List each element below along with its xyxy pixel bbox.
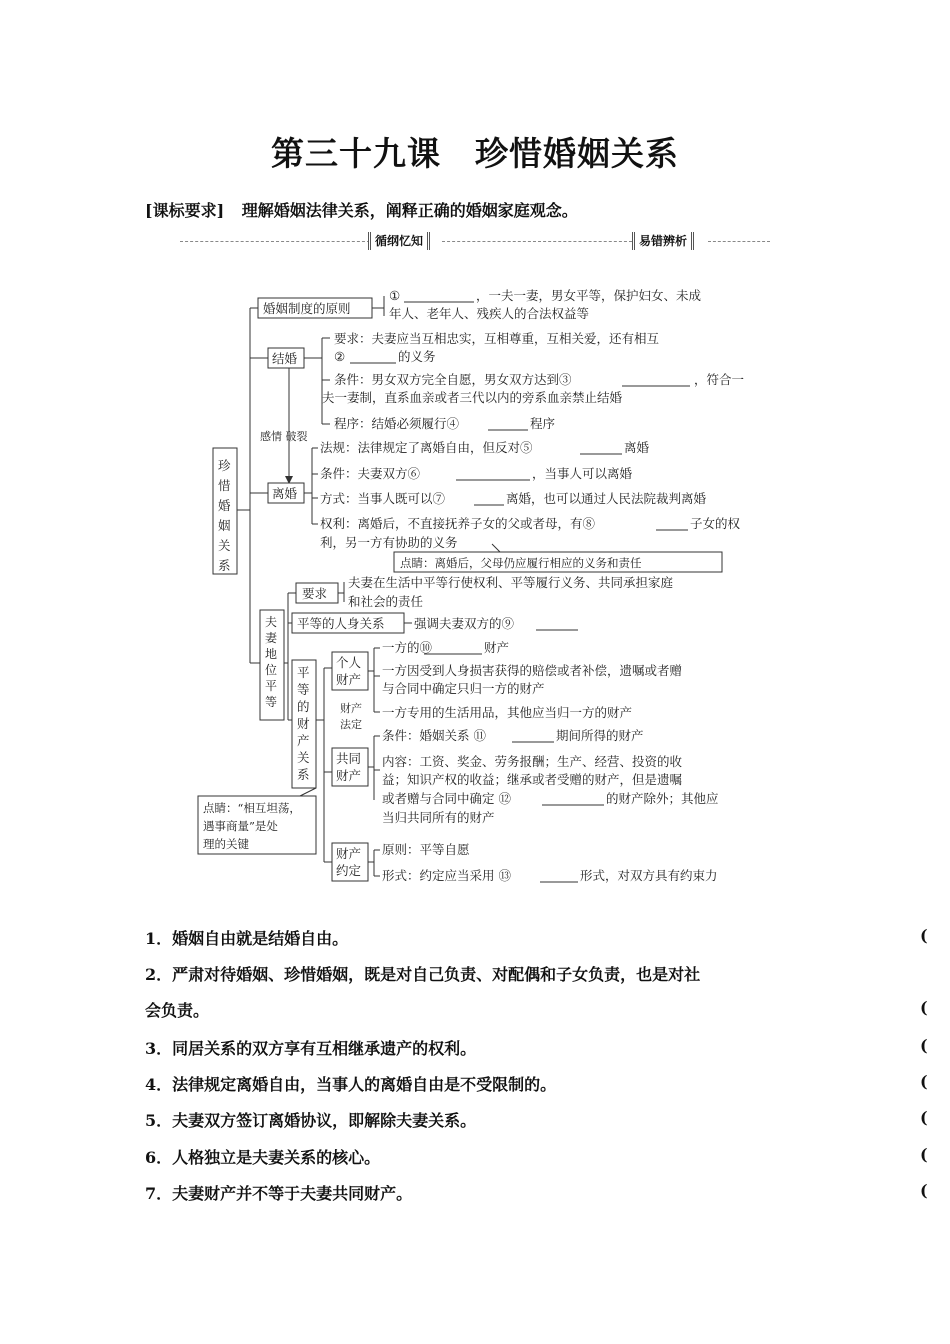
agreed-form: 形式：约定应当采用 ⑬ <box>382 868 511 883</box>
joint-cond-b: 期间所得的财产 <box>556 728 644 743</box>
ind-1: 一方的⑩ <box>382 640 433 655</box>
tip-line-1: 点睛：“相互坦荡， <box>203 801 301 815</box>
question-5: 5．夫妻双方签订离婚协议，即解除夫妻关系。 <box>145 1111 477 1130</box>
joint-2: 财产 <box>336 768 362 783</box>
equality-req-1: 夫妻在生活中平等行使权利、平等履行义务、共同承担家庭 <box>348 575 674 590</box>
root-char-4: 姻 <box>218 518 231 533</box>
section-error-label: 易错辨析 <box>632 232 694 250</box>
ind-1b: 财产 <box>484 640 510 655</box>
equality-char-6: 等 <box>265 695 278 709</box>
marriage-proc: 程序：结婚必须履行④ <box>334 416 460 431</box>
root-char-6: 系 <box>218 558 231 573</box>
personal-label: 平等的人身关系 <box>297 616 385 631</box>
agreed-2: 约定 <box>336 863 362 878</box>
divorce-label: 离婚 <box>272 486 298 501</box>
tip-line-3: 理的关键 <box>203 837 249 851</box>
root-char-1: 珍 <box>218 458 231 473</box>
answer-paren-6[interactable]: ( <box>920 1145 928 1164</box>
principle-line2: 年人、老年人、残疾人的合法权益等 <box>389 306 590 321</box>
marriage-req-1: 要求：夫妻应当互相忠实，互相尊重，互相关爱，还有相互 <box>334 331 660 346</box>
property-char-7: 系 <box>297 767 310 782</box>
divorce-law: 法规：法律规定了离婚自由，但反对⑤ <box>320 440 533 455</box>
question-6: 6．人格独立是夫妻关系的核心。 <box>145 1148 381 1167</box>
divorce-rights-2: 利，另一方有协助的义务 <box>320 535 458 550</box>
question-7: 7．夫妻财产并不等于夫妻共同财产。 <box>145 1184 413 1203</box>
marriage-req-2: 的义务 <box>398 349 436 364</box>
agreed-principle: 原则：平等自愿 <box>382 842 470 857</box>
marriage-label: 结婚 <box>272 351 298 366</box>
individual-1: 个人 <box>336 655 362 670</box>
equality-char-5: 平 <box>265 679 278 693</box>
marriage-cond-1: 条件：男女双方完全自愿，男女双方达到③ <box>334 372 572 387</box>
agreed-1: 财产 <box>336 846 362 861</box>
section-review-label: 循纲忆知 <box>368 232 430 250</box>
answer-paren-5[interactable]: ( <box>920 1108 928 1127</box>
equality-char-4: 位 <box>265 663 278 677</box>
root-char-2: 惜 <box>218 478 231 493</box>
marriage-req-num: ② <box>334 349 346 364</box>
equality-char-1: 夫 <box>265 615 278 629</box>
answer-paren-7[interactable]: ( <box>920 1181 928 1200</box>
joint-c4: 当归共同所有的财产 <box>382 810 495 825</box>
answer-paren-4[interactable]: ( <box>920 1072 928 1091</box>
legal-label-1: 财产 <box>340 702 362 715</box>
joint-c3: 或者赠与合同中确定 ⑫ <box>382 791 511 806</box>
answer-paren-3[interactable]: ( <box>920 1036 928 1055</box>
joint-1: 共同 <box>336 751 362 766</box>
principle-label: 婚姻制度的原则 <box>263 301 351 316</box>
ind-2b: 与合同中确定只归一方的财产 <box>382 681 545 696</box>
divorce-law-b: 离婚 <box>624 440 650 455</box>
page-title: 第三十九课 珍惜婚姻关系 <box>271 134 679 173</box>
principle-num: ① <box>389 288 401 303</box>
ind-3: 一方专用的生活用品，其他应当归一方的财产 <box>382 705 633 720</box>
joint-cond: 条件：婚姻关系 ⑪ <box>382 728 486 743</box>
question-3: 3．同居关系的双方享有互相继承遗产的权利。 <box>145 1039 477 1058</box>
equality-char-2: 妻 <box>265 631 278 645</box>
joint-c1: 内容：工资、奖金、劳务报酬；生产、经营、投资的收 <box>382 754 683 769</box>
marriage-proc-b: 程序 <box>530 416 556 431</box>
divorce-tip: 点睛：离婚后，父母仍应履行相应的义务和责任 <box>400 556 642 570</box>
root-char-3: 婚 <box>218 498 231 513</box>
marriage-cond-1b: ，符合一 <box>694 372 745 387</box>
question-2: 2．严肃对待婚姻、珍惜婚姻，既是对自己负责、对配偶和子女负责，也是对社 <box>145 965 701 984</box>
property-char-3: 的 <box>297 699 310 714</box>
equality-req-label: 要求 <box>302 586 328 601</box>
legal-label-2: 法定 <box>340 718 362 731</box>
property-char-1: 平 <box>297 665 310 680</box>
answer-paren-1[interactable]: ( <box>920 926 928 945</box>
individual-2: 财产 <box>336 672 362 687</box>
answer-paren-2[interactable]: ( <box>920 998 928 1017</box>
divorce-cond-b: ，当事人可以离婚 <box>532 466 633 481</box>
root-char-5: 关 <box>218 538 231 553</box>
requirement-tag: [课标要求] <box>145 201 225 220</box>
joint-c3b: 的财产除外；其他应 <box>606 791 719 806</box>
question-2-cont: 会负责。 <box>145 1001 210 1020</box>
agreed-form-b: 形式，对双方具有约束力 <box>580 868 718 883</box>
property-char-5: 产 <box>297 733 310 748</box>
divorce-rights-1: 权利：离婚后，不直接抚养子女的父或者母，有⑧ <box>320 516 596 531</box>
equality-char-3: 地 <box>265 647 278 661</box>
marriage-cond-2: 夫一妻制，直系血亲或者三代以内的旁系血亲禁止结婚 <box>322 390 623 405</box>
tip-line-2: 遇事商量”是处 <box>203 819 278 833</box>
requirement-text: 理解婚姻法律关系，阐释正确的婚姻家庭观念。 <box>241 201 578 220</box>
question-1: 1．婚姻自由就是结婚自由。 <box>145 929 349 948</box>
property-char-6: 关 <box>297 750 310 765</box>
break-label: 感情 破裂 <box>260 430 308 443</box>
property-char-2: 等 <box>297 682 310 697</box>
divorce-method-b: 离婚，也可以通过人民法院裁判离婚 <box>506 491 707 506</box>
divorce-method: 方式：当事人既可以⑦ <box>320 491 446 506</box>
principle-line1: ，一夫一妻，男女平等，保护妇女、未成 <box>476 288 702 303</box>
divorce-cond: 条件：夫妻双方⑥ <box>320 466 421 481</box>
divorce-rights-1b: 子女的权 <box>690 516 741 531</box>
question-4: 4．法律规定离婚自由，当事人的离婚自由是不受限制的。 <box>145 1075 557 1094</box>
ind-2a: 一方因受到人身损害获得的赔偿或者补偿，遗嘱或者赠 <box>382 663 683 678</box>
personal-text: 强调夫妻双方的⑨ <box>414 616 515 631</box>
joint-c2: 益；知识产权的收益；继承或者受赠的财产，但是遗嘱 <box>382 772 683 787</box>
property-char-4: 财 <box>297 716 310 731</box>
equality-req-2: 和社会的责任 <box>348 594 424 609</box>
